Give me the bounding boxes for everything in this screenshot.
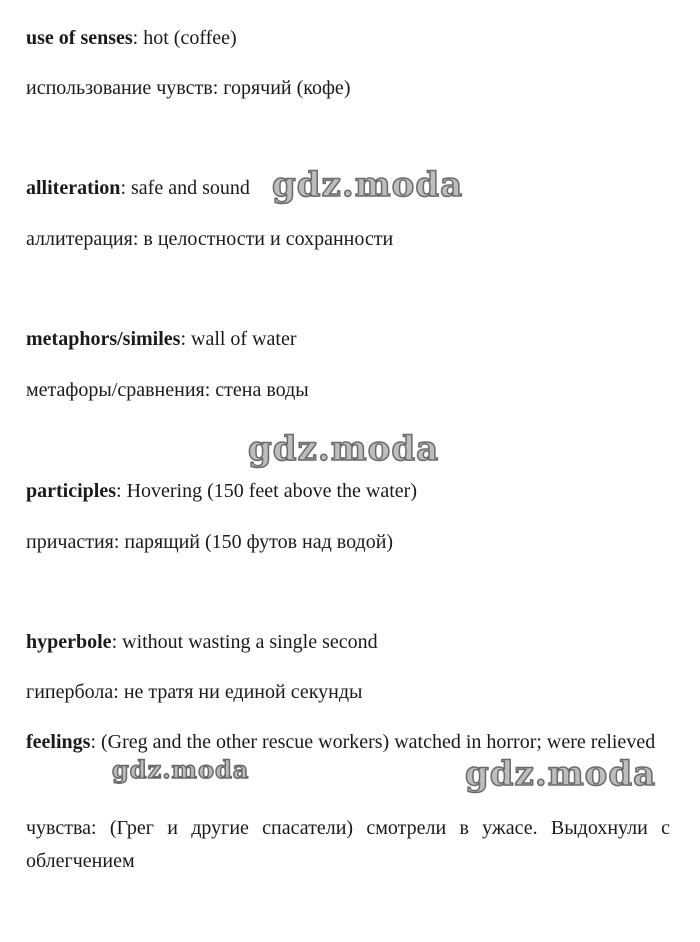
term-participles: participles <box>26 480 116 502</box>
translation-use-of-senses: использование чувств: горячий (кофе) <box>26 77 351 99</box>
translation-metaphors-similes: метафоры/сравнения: стена воды <box>26 379 309 401</box>
entry-2-line: alliteration: safe and sound <box>26 177 250 199</box>
watermark-2: gdz.moda <box>248 429 440 469</box>
term-use-of-senses: use of senses <box>26 27 133 49</box>
example-hyperbole: without wasting a single second <box>122 631 378 653</box>
example-metaphors-similes: wall of water <box>191 328 297 350</box>
example-use-of-senses: hot (coffee) <box>143 27 237 49</box>
example-participles: Hovering (150 feet above the water) <box>126 480 417 502</box>
term-feelings: feelings <box>26 731 91 753</box>
example-feelings: (Greg and the other rescue workers) watched in horror; were relieved <box>101 731 656 753</box>
term-hyperbole: hyperbole <box>26 631 112 653</box>
entry-6-paragraph: feelings: (Greg and the other rescue workers) watched in horror; were relieved <box>26 731 656 753</box>
translation-participles: причастия: парящий (150 футов над водой) <box>26 531 394 553</box>
watermark-3: gdz.moda <box>112 755 250 784</box>
example-alliteration: safe and sound <box>131 177 250 199</box>
term-alliteration: alliteration <box>26 177 121 199</box>
translation-hyperbole: гипербола: не тратя ни единой секунды <box>26 681 363 703</box>
entry-3-line: metaphors/similes: wall of water <box>26 328 297 350</box>
term-metaphors-similes: metaphors/similes <box>26 328 181 350</box>
translation-feelings: чувства: (Грег и другие спасатели) смотрели в ужасе. Выдохнули с облегчением <box>26 817 670 872</box>
watermark-4: gdz.moda <box>465 754 657 794</box>
translation-alliteration: аллитерация: в целостности и сохранности <box>26 228 394 250</box>
entry-5-line: hyperbole: without wasting a single second <box>26 631 378 653</box>
entry-4-line: participles: Hovering (150 feet above the water) <box>26 480 417 502</box>
entry-1-line: use of senses: hot (coffee) <box>26 27 237 49</box>
watermark-1: gdz.moda <box>272 165 464 205</box>
